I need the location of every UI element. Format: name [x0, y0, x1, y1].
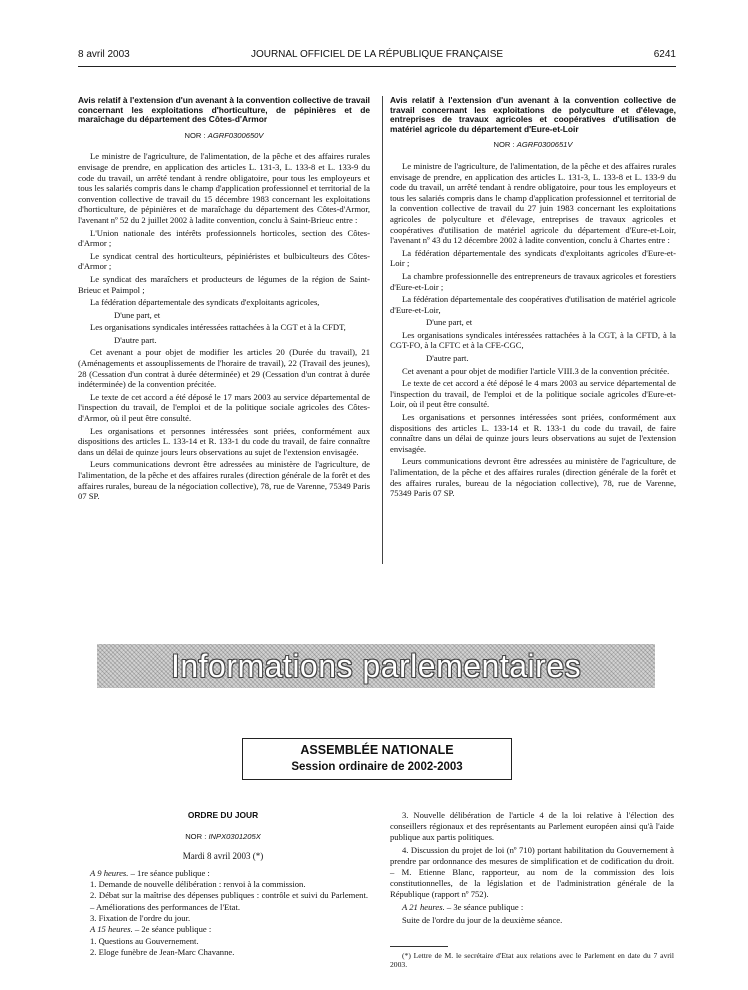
- session-label: – 3e séance publique :: [444, 902, 524, 912]
- page-number: 6241: [653, 49, 676, 60]
- session-1-header: [78, 868, 368, 879]
- session-label: – 1re séance publique :: [128, 867, 210, 878]
- session-2-header: [78, 924, 368, 935]
- session-1-items: [78, 879, 368, 924]
- paragraph: Leurs communications devront être adressées au ministère de l'agriculture, de l'alimentation, de la pêche et des affaires rurales (direction générale de la forêt et des affaires rurales, bureau de la négociation collective), 78, rue de Varenne, 75349 Paris 07 SP.: [390, 456, 676, 499]
- session-time: A 21 heures.: [402, 902, 445, 912]
- session-title: Session ordinaire de 2002-2003: [291, 761, 463, 773]
- paragraph: La fédération départementale des syndicats d'exploitants agricoles d'Eure-et-Loir ;: [390, 247, 676, 269]
- nor-code: INPX0301205X: [208, 832, 261, 842]
- paragraph: La chambre professionnelle des entrepreneurs de travaux agricoles et forestiers d'Eure-et-Loir ;: [390, 270, 676, 292]
- left-article-nor: [78, 131, 370, 142]
- footnote: (*) Lettre de M. le secrétaire d'Etat aux relations avec le Parlement en date du 7 avril 2003.: [390, 951, 674, 970]
- agenda-date: Mardi 8 avril 2003 (*): [182, 850, 264, 861]
- paragraph: Le syndicat central des horticulteurs, pépiniéristes et bulbiculteurs des Côtes-d'Armor ;: [78, 250, 370, 272]
- session-time: A 9 heures.: [90, 867, 129, 878]
- left-article: [78, 96, 370, 504]
- paragraph: Le syndicat des maraîchers et producteurs de légumes de la région de Saint-Brieuc et Paimpol ;: [78, 273, 370, 295]
- nor-code: AGRF0300651V: [516, 140, 573, 150]
- paragraph: Le ministre de l'agriculture, de l'alimentation, de la pêche et des affaires rurales envisage de prendre, en application des articles L. 131-3, L. 133-8 et L. 133-9 du code du travail, un arrêté tendant à rendre obligatoire, pour tous les employeurs et tous les salariés compris dans le champ d'application professionnel et territorial de la convention collective de travail du 27 juin 1983 concernant les exploitations agricoles de polyculture et d'élevage, entreprises de travaux agricoles et coopératives d'utilisation de matériel agricole du département d'Eure-et-Loir, l'avenant nº 43 du 12 décembre 2002 à ladite convention, conclu à Chartes entre :: [390, 160, 676, 246]
- paragraph: La fédération départementale des coopératives d'utilisation de matériel agricole d'Eure-et-Loir,: [390, 294, 676, 315]
- paragraph: D'une part, et: [426, 317, 473, 328]
- paragraph: Cet avenant a pour objet de modifier l'article VIII.3 de la convention précitée.: [402, 365, 670, 376]
- paragraph: D'autre part.: [114, 334, 157, 345]
- session-label: – 2e séance publique :: [132, 924, 212, 935]
- agenda-right: [390, 810, 674, 972]
- session-2-items: [78, 936, 368, 959]
- paragraph: D'autre part.: [426, 353, 469, 364]
- right-article: [390, 96, 676, 501]
- agenda-item: 3. Fixation de l'ordre du jour.: [90, 913, 191, 924]
- session-3-header: [390, 902, 674, 913]
- agenda-item: 4. Discussion du projet de loi (nº 710) portant habilitation du Gouvernement à prendre par ordonnance des mesures de simplification et de codification du droit. – M. Etienne Blanc, rapporteur, au nom de la commission des lois constitutionnelles, de la législation et de l'administration générale de la République (rapport nº 752).: [390, 845, 674, 899]
- paragraph: Les organisations et personnes intéressées sont priées, conformément aux dispositions des articles L. 133-14 et R. 133-1 du code du travail, de faire connaître dans un délai de quinze jours leurs observations au sujet de l'extension envisagée.: [390, 412, 676, 454]
- section-banner: [97, 644, 655, 688]
- paragraph: La fédération départementale des syndicats d'exploitants agricoles,: [90, 297, 320, 308]
- right-article-title: Avis relatif à l'extension d'un avenant à la convention collective de travail concernant les exploitations de polyculture et d'élevage, entreprises de travaux agricoles et coopératives d'utilisation de matériel agricole du département d'Eure-et-Loir: [390, 95, 676, 134]
- agenda-left: [78, 810, 368, 958]
- banner-title: Informations parlementaires: [170, 648, 582, 684]
- right-article-nor: [390, 140, 676, 151]
- agenda-nor: [78, 831, 368, 842]
- agenda-heading: ORDRE DU JOUR: [187, 810, 259, 820]
- agenda-item: 2. Eloge funèbre de Jean-Marc Chavanne.: [90, 946, 235, 957]
- paragraph: Cet avenant a pour objet de modifier les articles 20 (Durée du travail), 21 (Aménagements et assouplissements de l'horaire de travail), 22 (Travail des jeunes), 28 (Cessation d'un contrat à durée déterminée) et 29 (Cessation d'un contrat à durée indéterminée) de la convention précitée.: [78, 347, 370, 390]
- footnote-rule: [390, 946, 448, 947]
- nor-label: NOR :: [185, 832, 207, 842]
- assembly-box: [242, 738, 512, 780]
- header-rule: [78, 66, 676, 67]
- paragraph: Les organisations et personnes intéressées sont priées, conformément aux dispositions des articles L. 133-14 et R. 133-1 du code du travail, de faire connaître dans un délai de quinze jours leurs observations au sujet de l'extension envisagée.: [78, 425, 370, 457]
- column-divider: [382, 96, 383, 564]
- paragraph: Le texte de cet accord a été déposé le 17 mars 2003 au service départemental de l'inspection du travail, de l'emploi et de la politique sociale agricoles des Côtes-d'Armor, où il peut être consulté.: [78, 391, 370, 424]
- paragraph: Le texte de cet accord a été déposé le 4 mars 2003 au service départemental de l'inspection du travail, de l'emploi et de la politique sociale agricoles d'Eure-et-Loir, où il peut être consulté.: [390, 378, 676, 410]
- session-2-items-continued: [390, 810, 674, 900]
- paragraph: Les organisations syndicales intéressées rattachées à la CGT et à la CFDT,: [90, 322, 346, 333]
- journal-title: JOURNAL OFFICIEL DE LA RÉPUBLIQUE FRANÇAISE: [250, 49, 504, 60]
- agenda-item: 1. Demande de nouvelle délibération : renvoi à la commission.: [90, 879, 306, 890]
- nor-label: NOR :: [493, 140, 515, 150]
- paragraph: D'une part, et: [114, 309, 161, 320]
- header-date: 8 avril 2003: [78, 49, 130, 60]
- session-3-text: Suite de l'ordre du jour de la deuxième séance.: [402, 915, 563, 925]
- paragraph: Les organisations syndicales intéressées rattachées à la CGT, à la CFTD, à la CGT-FO, à la CFTC et à la CFE-CGC,: [390, 329, 676, 351]
- session-time: A 15 heures.: [90, 924, 133, 935]
- page-header: [78, 49, 676, 65]
- paragraph: L'Union nationale des intérêts professionnels horticoles, section des Côtes-d'Armor ;: [78, 227, 370, 249]
- paragraph: Leurs communications devront être adressées au ministère de l'agriculture, de l'alimentation, de la pêche et des affaires rurales (direction générale de la forêt et des affaires rurales, bureau de la négociation collective), 78, rue de Varenne, 75349 Paris 07 SP.: [78, 459, 370, 502]
- right-article-body: [390, 161, 676, 499]
- left-article-title: Avis relatif à l'extension d'un avenant à la convention collective de travail concernant les exploitations d'horticulture, de pépinières et de maraîchage du département des Côtes-d'Armor: [78, 95, 370, 125]
- agenda-item: 3. Nouvelle délibération de l'article 4 de la loi relative à l'élection des conseillers régionaux et des représentants au Parlement européen ainsi qu'à l'aide publique aux partis politiques.: [390, 810, 674, 842]
- paragraph: Le ministre de l'agriculture, de l'alimentation, de la pêche et des affaires rurales envisage de prendre, en application des articles L. 131-3, L. 133-8 et L. 133-9 du code du travail, un arrêté tendant à rendre obligatoire, pour tous les employeurs et tous les salariés compris dans le champ d'application professionnel et territorial de la convention collective de travail du 15 décembre 1983 concernant les exploitations d'horticulture, de pépinières et de maraîchage du département des Côtes-d'Armor, l'avenant nº 52 du 2 juillet 2002 à ladite convention, conclu à Saint-Brieuc entre :: [78, 151, 370, 225]
- nor-label: NOR :: [184, 130, 206, 140]
- agenda-item: 2. Débat sur la maîtrise des dépenses publiques : contrôle et suivi du Parlement. – Améliorations des performances de l'Etat.: [90, 890, 368, 912]
- left-article-body: [78, 151, 370, 501]
- assembly-title: ASSEMBLÉE NATIONALE: [300, 743, 454, 757]
- agenda-item: 1. Questions au Gouvernement.: [90, 935, 199, 946]
- nor-code: AGRF0300650V: [207, 130, 264, 140]
